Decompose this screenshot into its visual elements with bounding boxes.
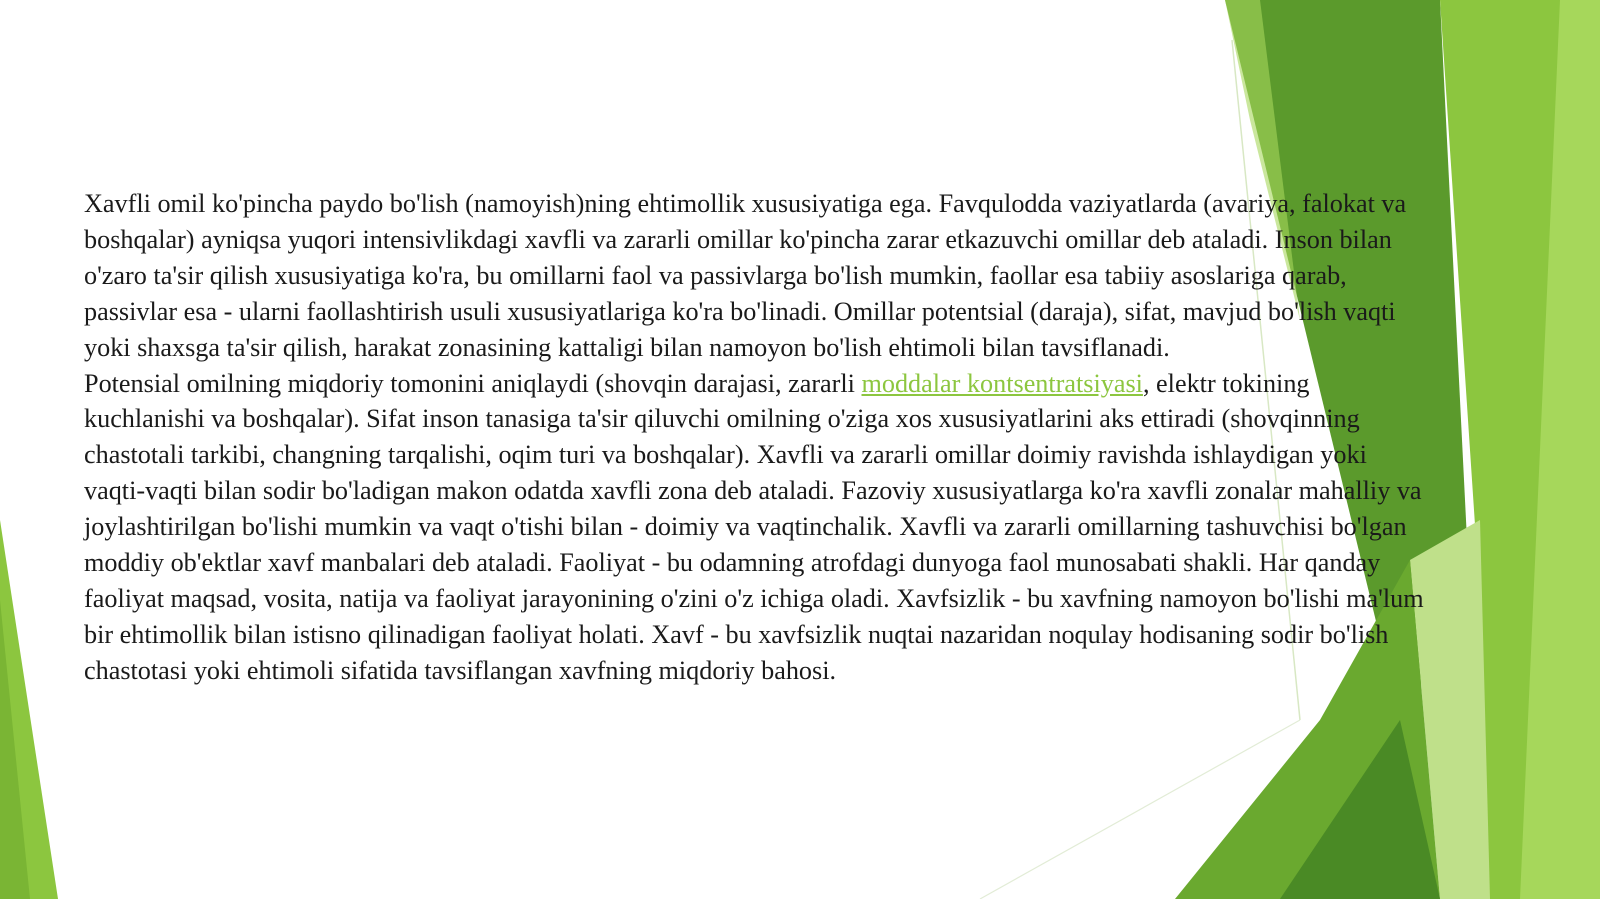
- concentration-link[interactable]: moddalar kontsentratsiyasi: [861, 368, 1143, 398]
- paragraph-2-text-end: , elektr tokining kuchlanishi va boshqalar). Sifat inson tanasiga ta'sir qiluvchi omilning o'ziga xos xususiyatlarini aks ettiradi (shovqinning chastotali tarkibi, changning tarqalishi, oqim turi va boshqalar). Xavfli va zararli omillar doimiy ravishda ishlaydigan yoki vaqti-vaqti bilan sodir bo'ladigan makon odatda xavfli zona deb ataladi. Fazoviy xususiyatlarga ko'ra xavfli zonalar mahalliy va joylashtirilgan bo'lishi mumkin va vaqt o'tishi bilan - doimiy va vaqtinchalik. Xavfli va zararli omillarning tashuvchisi bo'lgan moddiy ob'ektlar xavf manbalari deb ataladi. Faoliyat - bu odamning atrofdagi dunyoga faol munosabati shakli. Har qanday faoliyat maqsad, vosita, natija va faoliyat jarayonining o'zini o'z ichiga oladi. Xavfsizlik - bu xavfning namoyon bo'lishi ma'lum bir ehtimollik bilan istisno qilinadigan faoliyat holati. Xavf - bu xavfsizlik nuqtai nazaridan noqulay hodisaning sodir bo'lish chastotasi yoki ehtimoli sifatida tavsiflangan xavfning miqdoriy bahosi.: [84, 368, 1424, 685]
- paragraph-2: [84, 366, 1424, 689]
- paragraph-2-text-start: Potensial omilning miqdoriy tomonini aniqlaydi (shovqin darajasi, zararli: [84, 368, 862, 398]
- slide-body-text: [84, 186, 1424, 689]
- paragraph-1: Xavfli omil ko'pincha paydo bo'lish (namoyish)ning ehtimollik xususiyatiga ega. Favqulodda vaziyatlarda (avariya, falokat va boshqalar) ayniqsa yuqori intensivlikdagi xavfli va zararli omillar ko'pincha zarar etkazuvchi omillar deb ataladi. Inson bilan o'zaro ta'sir qilish xususiyatiga ko'ra, bu omillarni faol va passivlarga bo'lish mumkin, faollar esa tabiiy asoslariga qarab, passivlar esa - ularni faollashtirish usuli xususiyatlariga ko'ra bo'linadi. Omillar potentsial (daraja), sifat, mavjud bo'lish vaqti yoki shaxsga ta'sir qilish, harakat zonasining kattaligi bilan namoyon bo'lish ehtimoli bilan tavsiflanadi.: [84, 189, 1407, 362]
